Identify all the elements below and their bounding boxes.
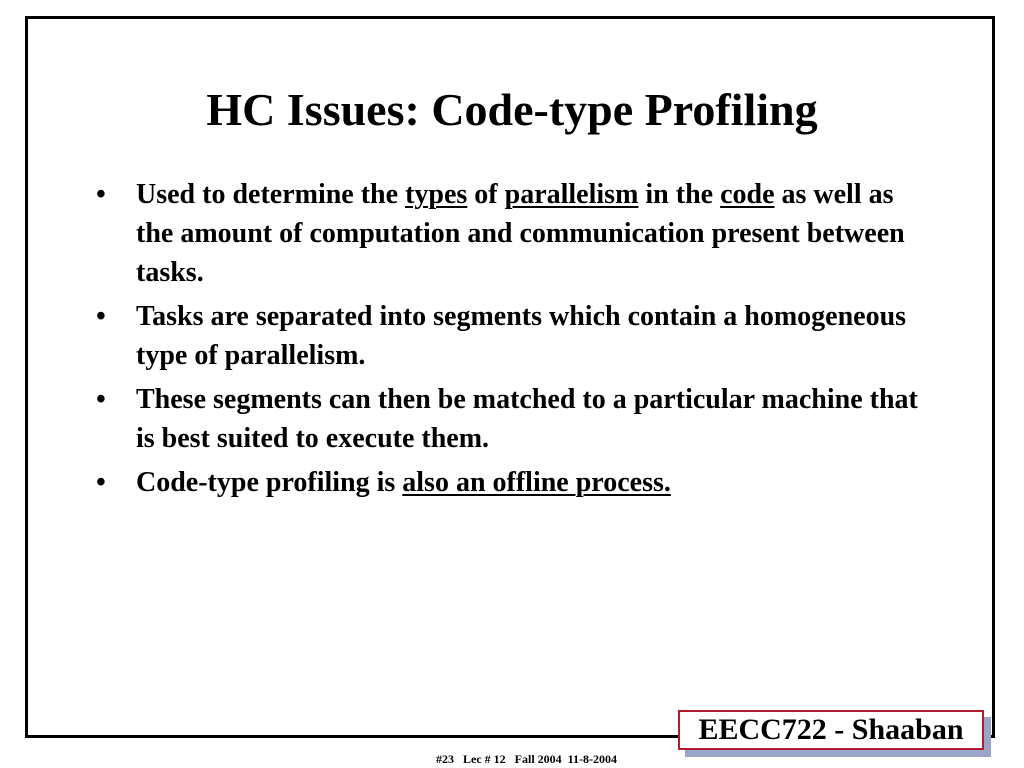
underlined-term-types: types: [405, 179, 468, 210]
underlined-term-code: code: [720, 179, 775, 210]
bullet-marker: •: [96, 384, 106, 415]
bullet-item-4: [96, 463, 936, 502]
bullet-marker: •: [96, 179, 106, 210]
bullet-item-3: [96, 380, 936, 458]
bullet-2-text: Tasks are separated into segments which contain a homogeneous type of parallelism.: [136, 301, 907, 371]
bullet-marker: •: [96, 301, 106, 332]
bullet-4-text-1: Code-type profiling is: [136, 467, 403, 498]
underlined-phrase-offline-process: also an offline process.: [402, 467, 671, 498]
slide-footer: #23 Lec # 12 Fall 2004 11-8-2004: [436, 752, 617, 766]
bullet-item-1: [96, 175, 936, 292]
course-badge: EECC722 - Shaaban: [678, 710, 984, 750]
bullet-item-2: [96, 297, 936, 375]
bullet-1-text-3: in the: [638, 179, 721, 210]
bullet-3-text: These segments can then be matched to a particular machine that is best suited to execute them.: [136, 384, 918, 454]
bullet-1-text-4: as well as the amount of computation and communication present between tasks.: [136, 179, 905, 288]
bullet-1-text-1: Used to determine the: [136, 179, 406, 210]
bullet-1-text-2: of: [467, 179, 505, 210]
bullet-marker: •: [96, 467, 106, 498]
bullet-list: [96, 175, 936, 507]
underlined-term-parallelism: parallelism: [504, 179, 639, 210]
slide-title: HC Issues: Code-type Profiling: [206, 84, 818, 135]
